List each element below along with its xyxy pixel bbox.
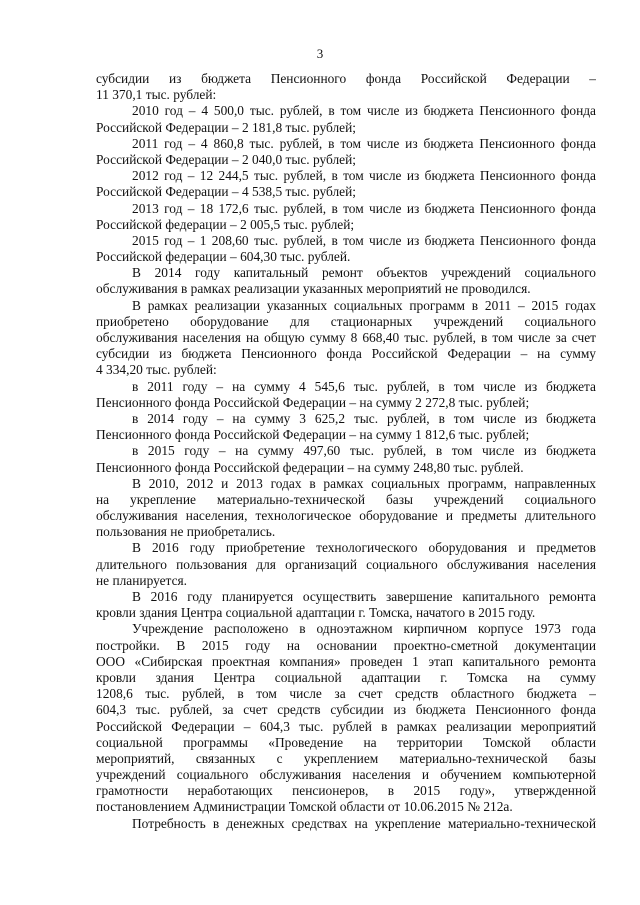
text-line: постройки. В 2015 году на основании проектно-сметной документации [96, 637, 596, 653]
text-line: социальной программы «Проведение на территории Томской области [96, 734, 596, 750]
text-line: В 2014 году капитальный ремонт объектов учреждений социального [132, 265, 596, 281]
body-text [96, 71, 596, 832]
text-line: В 2016 году приобретение технологического оборудования и предметов [132, 540, 596, 556]
text-line: Российской Федерации – 2 181,8 тыс. рублей; [96, 119, 357, 135]
text-line: мероприятий, связанных с укреплением материально-технической базы [96, 750, 596, 766]
text-line: 2012 год – 12 244,5 тыс. рублей, в том числе из бюджета Пенсионного фонда [132, 168, 596, 184]
text-line: 2010 год – 4 500,0 тыс. рублей, в том числе из бюджета Пенсионного фонда [132, 103, 596, 119]
text-line: не планируется. [96, 572, 188, 588]
text-line: обслуживания населения, технологическое оборудование и предметы длительного [96, 508, 596, 524]
text-line: на укрепление материально-технической базы учреждений социального [96, 491, 596, 507]
text-line: кровли здания Центра социальной адаптации г. Томска, начатого в 2015 году. [96, 605, 536, 621]
text-line: постановлением Администрации Томской области от 10.06.2015 № 212а. [96, 799, 513, 815]
text-line: В 2016 году планируется осуществить завершение капитального ремонта [132, 589, 596, 604]
text-line: пользования не приобретались. [96, 524, 276, 540]
text-line: 11 370,1 тыс. рублей: [96, 87, 217, 103]
text-line: 2011 год – 4 860,8 тыс. рублей, в том числе из бюджета Пенсионного фонда [132, 135, 596, 151]
text-line: Пенсионного фонда Российской Федерации – на сумму 2 272,8 тыс. рублей; [96, 394, 530, 410]
text-line: 604,3 тыс. рублей, за счет средств субсидии из бюджета Пенсионного фонда [96, 702, 596, 718]
text-line: Российской федерации – 2 005,5 тыс. рублей; [96, 216, 355, 232]
text-line: ООО «Сибирская проектная компания» проведен 1 этап капитального ремонта [96, 653, 596, 669]
text-line: кровли здания Центра социальной адаптации г. Томска на сумму [96, 669, 596, 685]
text-line: Учреждение расположено в одноэтажном кирпичном корпусе 1973 года [132, 621, 596, 637]
text-line: Пенсионного фонда Российской федерации – на сумму 248,80 тыс. рублей. [96, 459, 524, 475]
text-line: Российской Федерации – 4 538,5 тыс. рублей; [96, 184, 357, 200]
text-line: Пенсионного фонда Российской Федерации – на сумму 1 812,6 тыс. рублей; [96, 427, 530, 443]
text-line: субсидии из бюджета Пенсионного фонда Российской Федерации – [96, 71, 596, 86]
text-line: в 2011 году – на сумму 4 545,6 тыс. рублей, в том числе из бюджета [132, 378, 596, 394]
text-line: Российской Федерации – 2 040,0 тыс. рублей; [96, 151, 357, 167]
text-line: субсидии из бюджета Пенсионного фонда Российской Федерации – на сумму [96, 346, 596, 362]
page-number: 3 [316, 46, 324, 61]
text-line: приобретено оборудование для стационарных учреждений социального [96, 313, 596, 329]
text-line: 2015 год – 1 208,60 тыс. рублей, в том числе из бюджета Пенсионного фонда [132, 232, 596, 248]
text-line: В 2010, 2012 и 2013 годах в рамках социальных программ, направленных [132, 475, 596, 491]
text-line: в 2014 году – на сумму 3 625,2 тыс. рублей, в том числе из бюджета [132, 410, 596, 426]
text-line: 1208,6 тыс. рублей, в том числе за счет средств областного бюджета – [96, 686, 596, 702]
text-line: 4 334,20 тыс. рублей: [96, 362, 217, 378]
text-line: Потребность в денежных средствах на укрепление материально-технической [132, 815, 596, 831]
text-line: в 2015 году – на сумму 497,60 тыс. рублей, в том числе из бюджета [132, 443, 596, 459]
text-line: обслуживания населения на общую сумму 8 668,40 тыс. рублей, в том числе за счет [96, 330, 596, 345]
text-line: Российской Федерации – 604,3 тыс. рублей в рамках реализации мероприятий [96, 718, 596, 734]
text-line: В рамках реализации указанных социальных программ в 2011 – 2015 годах [132, 297, 596, 313]
text-line: Российской федерации – 604,30 тыс. рублей. [96, 249, 351, 265]
text-line: учреждений социального обслуживания населения и обучением компьютерной [96, 767, 596, 783]
text-line: обслуживания в рамках реализации указанных мероприятий не проводился. [96, 281, 531, 297]
text-line: длительного пользования для организаций социального обслуживания населения [96, 556, 596, 572]
text-line: 2013 год – 18 172,6 тыс. рублей, в том числе из бюджета Пенсионного фонда [132, 200, 596, 216]
text-line: грамотности неработающих пенсионеров, в 2015 году», утвержденной [96, 783, 596, 799]
